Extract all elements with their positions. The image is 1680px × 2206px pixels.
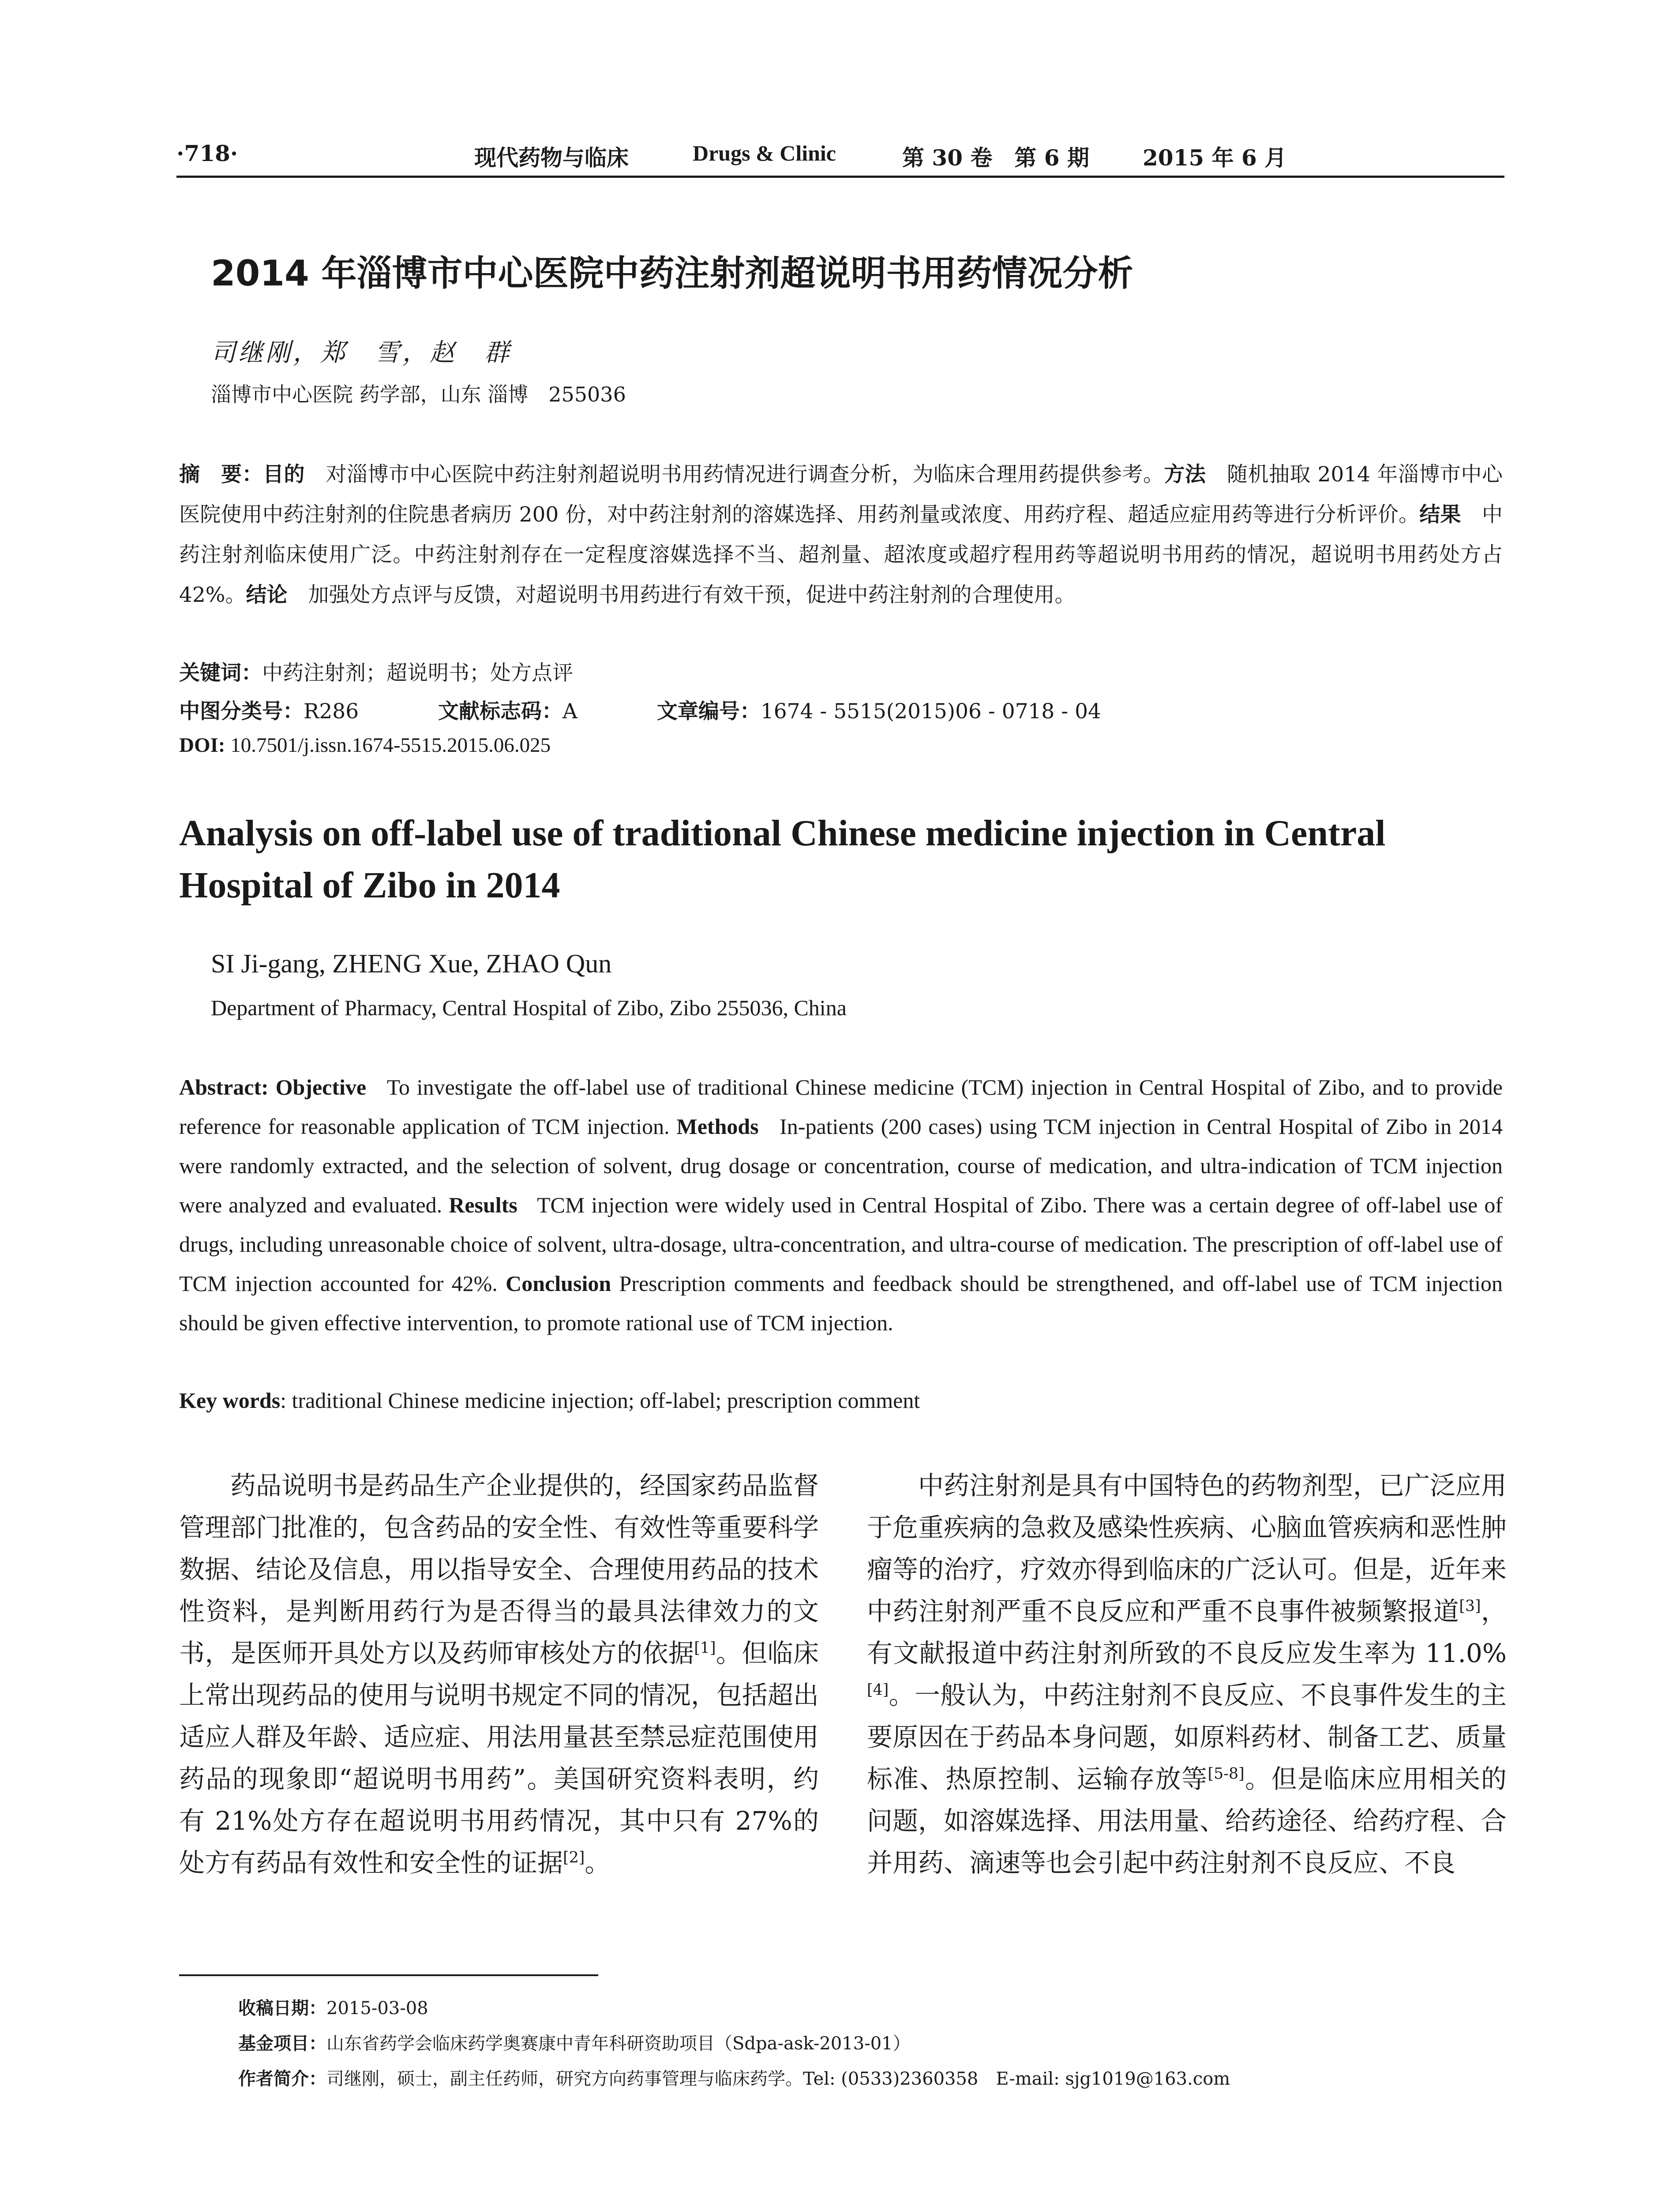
footnote-received [238,1994,428,2019]
body-left-text-3: 。 [585,1848,611,1878]
methods-text-en: In-patients (200 cases) using TCM injection in Central Hospital of Zibo in 2014 were randomly extracted, and the selection of solvent, drug dosage or concentration, course of medication, and ultra-indication of TCM injection were analyzed and evaluated. [179,1114,1503,1217]
conclusion-label-en: Conclusion [506,1271,611,1296]
classification-line [179,695,1101,724]
objective-label-en: Objective [275,1075,367,1099]
body-right-text-3: 。一般认为，中药注射剂不良反应、不良事件发生的主要原因在于药品本身问题，如原料药材、制备工艺、质量标准、热原控制、运输存放等 [867,1680,1507,1794]
keywords-label-en: Key words [179,1388,281,1413]
keywords-en [179,1388,920,1413]
citation-1: [1] [694,1639,716,1657]
body-left-text-1: 药品说明书是药品生产企业提供的，经国家药品监督管理部门批准的，包含药品的安全性、有效性等重要科学数据、结论及信息，用以指导安全、合理使用药品的技术性资料，是判断用药行为是否得当的最具法律效力的文书，是医师开具处方以及药师审核处方的依据 [179,1471,819,1668]
doi-line [179,733,551,757]
doi-value: 10.7501/j.issn.1674-5515.2015.06.025 [230,734,551,757]
journal-name-en: Drugs & Clinic [693,141,836,165]
article-no-label: 文章编号： [656,699,761,724]
results-text-en: TCM injection were widely used in Central Hospital of Zibo. There was a certain degree of off-label use of drugs, including unreasonable choice of solvent, ultra-dosage, ultra-concentration, and ultra-course of medication. The prescription of off-label use of TCM injection accounted for 42%. [179,1193,1503,1296]
keywords-text-cn: 中药注射剂；超说明书；处方点评 [262,661,573,685]
results-label-en: Results [449,1193,518,1217]
received-date: 2015-03-08 [326,1998,428,2018]
author-bio-label: 作者简介： [238,2069,326,2089]
body-left-text-2: 。但临床上常出现药品的使用与说明书规定不同的情况，包括超出适应人群及年龄、适应症、用法用量甚至禁忌症范围使用药品的现象即“超说明书用药”。美国研究资料表明，约有 21%处方存在超说明书用药情况，其中只有 27%的处方有药品有效性和安全性的证据 [179,1638,819,1878]
citation-3: [3] [1459,1597,1481,1615]
clc-value: R286 [304,699,359,724]
citation-2: [2] [563,1849,585,1867]
conclusion-label-cn: 结论 [246,583,288,607]
objective-label-cn: 目的 [263,462,305,487]
results-text-cn: 中药注射剂临床使用广泛。中药注射剂存在一定程度溶媒选择不当、超剂量、超浓度或超疗程用药等超说明书用药的情况，超说明书用药处方占 42%。 [179,503,1503,607]
authors-en: SI Ji-gang, ZHENG Xue, ZHAO Qun [211,949,612,978]
body-right-text-4: 。但是临床应用相关的问题，如溶媒选择、用法用量、给药途径、给药疗程、合并用药、滴速等也会引起中药注射剂不良反应、不良 [867,1764,1507,1878]
journal-issue: 第 30 卷 第 6 期 [902,145,1089,171]
conclusion-text-cn: 加强处方点评与反馈，对超说明书用药进行有效干预，促进中药注射剂的合理使用。 [308,583,1076,607]
authors-cn: 司继刚，郑 雪，赵 群 [211,338,512,367]
keywords-label-cn: 关键词： [179,661,262,685]
objective-text-en: To investigate the off-label use of traditional Chinese medicine (TCM) injection in Central Hospital of Zibo, and to provide reference for reasonable application of TCM injection. [179,1075,1503,1139]
methods-label-cn: 方法 [1164,462,1206,487]
journal-name-cn: 现代药物与临床 [474,145,629,171]
article-title-en: Analysis on off-label use of traditional Chinese medicine injection in Central Hospital of Zibo in 2014 [179,813,1386,906]
body-left-column [179,1465,819,1884]
author-bio-text: 司继刚，硕士，副主任药师，研究方向药事管理与临床药学。Tel: (0533)2360358 E-mail: sjg1019@163.com [326,2069,1230,2089]
doc-code-value: A [562,699,578,724]
footnote-author [238,2065,1230,2090]
abstract-cn [179,454,1503,615]
objective-text-cn: 对淄博市中心医院中药注射剂超说明书用药情况进行调查分析，为临床合理用药提供参考。 [326,462,1164,487]
header-rule [176,176,1504,178]
body-right-column [867,1465,1507,1884]
article-no-value: 1674 - 5515(2015)06 - 0718 - 04 [760,699,1101,724]
results-label-cn: 结果 [1419,503,1461,527]
affiliation-en: Department of Pharmacy, Central Hospital of Zibo, Zibo 255036, China [211,995,847,1020]
abstract-label-en: Abstract: [179,1075,269,1099]
doi-label: DOI: [179,734,225,757]
journal-date: 2015 年 6 月 [1143,145,1287,171]
fund-text: 山东省药学会临床药学奥赛康中青年科研资助项目（Sdpa-ask-2013-01） [326,2033,911,2054]
received-label: 收稿日期： [238,1998,326,2018]
body-right-text-1: 中药注射剂是具有中国特色的药物剂型，已广泛应用于危重疾病的急救及感染性疾病、心脑血管疾病和恶性肿瘤等的治疗，疗效亦得到临床的广泛认可。但是，近年来中药注射剂严重不良反应和严重不良事件被频繁报道 [867,1471,1507,1626]
footnote-rule [179,1974,598,1976]
doc-code-label: 文献标志码： [438,699,563,724]
fund-label: 基金项目： [238,2033,326,2054]
body-right-text-2: ，有文献报道中药注射剂所致的不良反应发生率为 11.0% [867,1596,1507,1668]
methods-text-cn: 随机抽取 2014 年淄博市中心医院使用中药注射剂的住院患者病历 200 份，对中药注射剂的溶媒选择、用药剂量或浓度、用药疗程、超适应症用药等进行分析评价。 [179,462,1503,527]
citation-4: [4] [867,1681,889,1699]
article-title-cn: 2014 年淄博市中心医院中药注射剂超说明书用药情况分析 [211,253,1133,294]
citation-5-8: [5-8] [1208,1765,1245,1783]
conclusion-text-en: Prescription comments and feedback should be strengthened, and off-label use of TCM injection should be given effective intervention, to promote rational use of TCM injection. [179,1271,1503,1335]
keywords-cn [179,657,573,686]
methods-label-en: Methods [676,1114,759,1139]
keywords-text-en: : traditional Chinese medicine injection; off-label; prescription comment [280,1388,920,1413]
page-number: ·718· [176,140,238,166]
clc-label: 中图分类号： [179,699,304,724]
abstract-label-cn: 摘 要： [179,462,263,487]
footnote-fund [238,2030,911,2055]
abstract-en [179,1068,1503,1343]
affiliation-cn: 淄博市中心医院 药学部，山东 淄博 255036 [211,383,626,406]
